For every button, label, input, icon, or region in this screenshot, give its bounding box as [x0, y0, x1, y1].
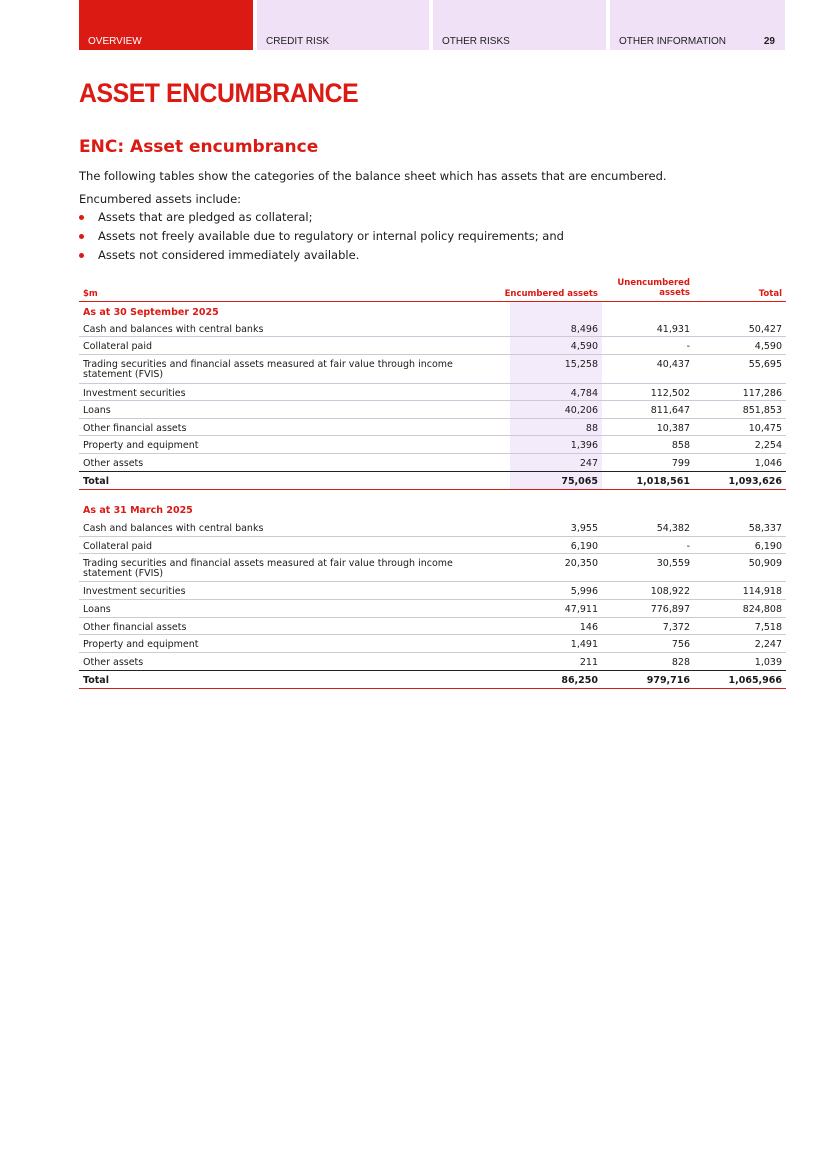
cell-unencumbered: 776,897: [650, 604, 690, 615]
cell-total: 58,337: [748, 523, 782, 534]
row-divider: [79, 354, 786, 355]
tab-label: OVERVIEW: [88, 36, 142, 47]
row-label-line2: statement (FVIS): [83, 369, 164, 380]
cell-total: 50,909: [748, 558, 782, 569]
asset-encumbrance-table: [79, 278, 786, 698]
row-label: Collateral paid: [83, 341, 153, 352]
cell-encumbered: 40,206: [564, 405, 598, 416]
row-label: Other assets: [83, 458, 144, 469]
row-divider: [79, 581, 786, 582]
row-label: Investment securities: [83, 586, 186, 597]
intro-text-2: Encumbered assets include:: [79, 192, 242, 206]
cell-unencumbered: 112,502: [650, 388, 690, 399]
bullet-text: Assets not considered immediately available.: [98, 248, 360, 262]
row-divider: [79, 383, 786, 384]
row-divider: [79, 400, 786, 401]
cell-encumbered: 5,996: [570, 586, 598, 597]
row-label: Other assets: [83, 657, 144, 668]
row-label: Cash and balances with central banks: [83, 523, 264, 534]
cell-encumbered: 15,258: [564, 359, 598, 370]
row-divider: [79, 652, 786, 653]
bullet-icon: [79, 234, 84, 239]
bullet-text: Assets that are pledged as collateral;: [98, 210, 313, 224]
bullet-list: [79, 210, 564, 267]
total-encumbered: 75,065: [561, 476, 598, 487]
cell-unencumbered: 811,647: [650, 405, 690, 416]
tab-label: OTHER RISKS: [442, 36, 510, 47]
table-header-row: [79, 278, 786, 300]
cell-total: 824,808: [742, 604, 782, 615]
cell-total: 10,475: [748, 423, 782, 434]
row-divider: [79, 435, 786, 436]
tab-label: OTHER INFORMATION: [619, 36, 727, 47]
row-divider: [79, 634, 786, 635]
row-divider: [79, 418, 786, 419]
cell-unencumbered: 10,387: [656, 423, 690, 434]
row-divider: [79, 617, 786, 618]
row-label: Investment securities: [83, 388, 186, 399]
cell-unencumbered: 858: [671, 440, 690, 451]
cell-unencumbered: 828: [671, 657, 690, 668]
section-end-divider: [79, 489, 786, 490]
header-unencumbered-line1: Unencumbered: [617, 278, 690, 288]
total-label: Total: [83, 675, 109, 686]
cell-encumbered: 4,784: [570, 388, 598, 399]
cell-total: 50,427: [748, 324, 782, 335]
cell-total: 1,046: [754, 458, 782, 469]
top-navigation: [79, 0, 785, 50]
bullet-icon: [79, 215, 84, 220]
total-label: Total: [83, 476, 109, 487]
cell-encumbered: 3,955: [570, 523, 598, 534]
tab-other-risks[interactable]: [433, 0, 606, 50]
cell-unencumbered: 30,559: [656, 558, 690, 569]
list-item: [79, 210, 564, 229]
row-label: Other financial assets: [83, 423, 187, 434]
row-divider: [79, 536, 786, 537]
total-total: 1,093,626: [728, 476, 782, 487]
cell-encumbered: 1,396: [570, 440, 598, 451]
total-divider: [79, 670, 786, 671]
row-divider: [79, 553, 786, 554]
header-unencumbered-line2: assets: [659, 288, 690, 298]
cell-encumbered: 6,190: [570, 541, 598, 552]
row-label: Cash and balances with central banks: [83, 324, 264, 335]
total-unencumbered: 1,018,561: [636, 476, 690, 487]
cell-unencumbered: -: [686, 541, 690, 552]
bullet-icon: [79, 253, 84, 258]
cell-encumbered: 20,350: [564, 558, 598, 569]
cell-total: 7,518: [754, 622, 782, 633]
cell-encumbered: 146: [579, 622, 598, 633]
cell-encumbered: 4,590: [570, 341, 598, 352]
cell-unencumbered: 54,382: [656, 523, 690, 534]
page-title: ASSET ENCUMBRANCE: [79, 78, 359, 108]
row-divider: [79, 453, 786, 454]
cell-encumbered: 1,491: [570, 639, 598, 650]
cell-unencumbered: 756: [671, 639, 690, 650]
tab-credit-risk[interactable]: [257, 0, 429, 50]
cell-unencumbered: 7,372: [662, 622, 690, 633]
cell-total: 2,247: [754, 639, 782, 650]
row-label: Trading securities and financial assets measured at fair value through income: [83, 359, 453, 370]
cell-total: 6,190: [754, 541, 782, 552]
header-unit: $m: [83, 289, 98, 299]
cell-encumbered: 88: [585, 423, 598, 434]
header-total: Total: [758, 289, 782, 299]
cell-total: 851,853: [742, 405, 782, 416]
row-label: Loans: [83, 405, 111, 416]
row-label: Other financial assets: [83, 622, 187, 633]
cell-total: 114,918: [742, 586, 782, 597]
cell-total: 4,590: [754, 341, 782, 352]
header-encumbered: Encumbered assets: [504, 289, 598, 299]
section-end-divider: [79, 688, 786, 689]
page-number: 29: [763, 36, 775, 47]
cell-total: 1,039: [754, 657, 782, 668]
row-label: Collateral paid: [83, 541, 153, 552]
cell-encumbered: 8,496: [570, 324, 598, 335]
total-encumbered: 86,250: [561, 675, 598, 686]
cell-unencumbered: -: [686, 341, 690, 352]
list-item: [79, 248, 564, 267]
row-label: Trading securities and financial assets measured at fair value through income: [83, 558, 453, 569]
row-label: Loans: [83, 604, 111, 615]
cell-encumbered: 47,911: [564, 604, 598, 615]
tab-other-information[interactable]: [610, 0, 785, 50]
cell-encumbered: 247: [579, 458, 598, 469]
row-label: Property and equipment: [83, 639, 199, 650]
cell-encumbered: 211: [579, 657, 598, 668]
row-divider: [79, 599, 786, 600]
row-divider: [79, 336, 786, 337]
section-subtitle: ENC: Asset encumbrance: [79, 137, 319, 157]
total-total: 1,065,966: [728, 675, 782, 686]
cell-total: 55,695: [748, 359, 782, 370]
total-unencumbered: 979,716: [646, 675, 690, 686]
row-label-line2: statement (FVIS): [83, 568, 164, 579]
list-item: [79, 229, 564, 248]
total-divider: [79, 471, 786, 472]
cell-unencumbered: 40,437: [656, 359, 690, 370]
cell-unencumbered: 799: [671, 458, 690, 469]
bullet-text: Assets not freely available due to regulatory or internal policy requirements; and: [98, 229, 564, 243]
cell-total: 117,286: [742, 388, 782, 399]
header-divider: [79, 301, 786, 302]
intro-text: The following tables show the categories of the balance sheet which has assets that are encumbered.: [79, 169, 667, 183]
cell-total: 2,254: [754, 440, 782, 451]
cell-unencumbered: 108,922: [650, 586, 690, 597]
row-label: Property and equipment: [83, 440, 199, 451]
tab-label: CREDIT RISK: [266, 36, 330, 47]
section-title: As at 31 March 2025: [83, 505, 193, 516]
section-title: As at 30 September 2025: [83, 307, 219, 318]
cell-unencumbered: 41,931: [656, 324, 690, 335]
tab-overview[interactable]: [79, 0, 253, 50]
